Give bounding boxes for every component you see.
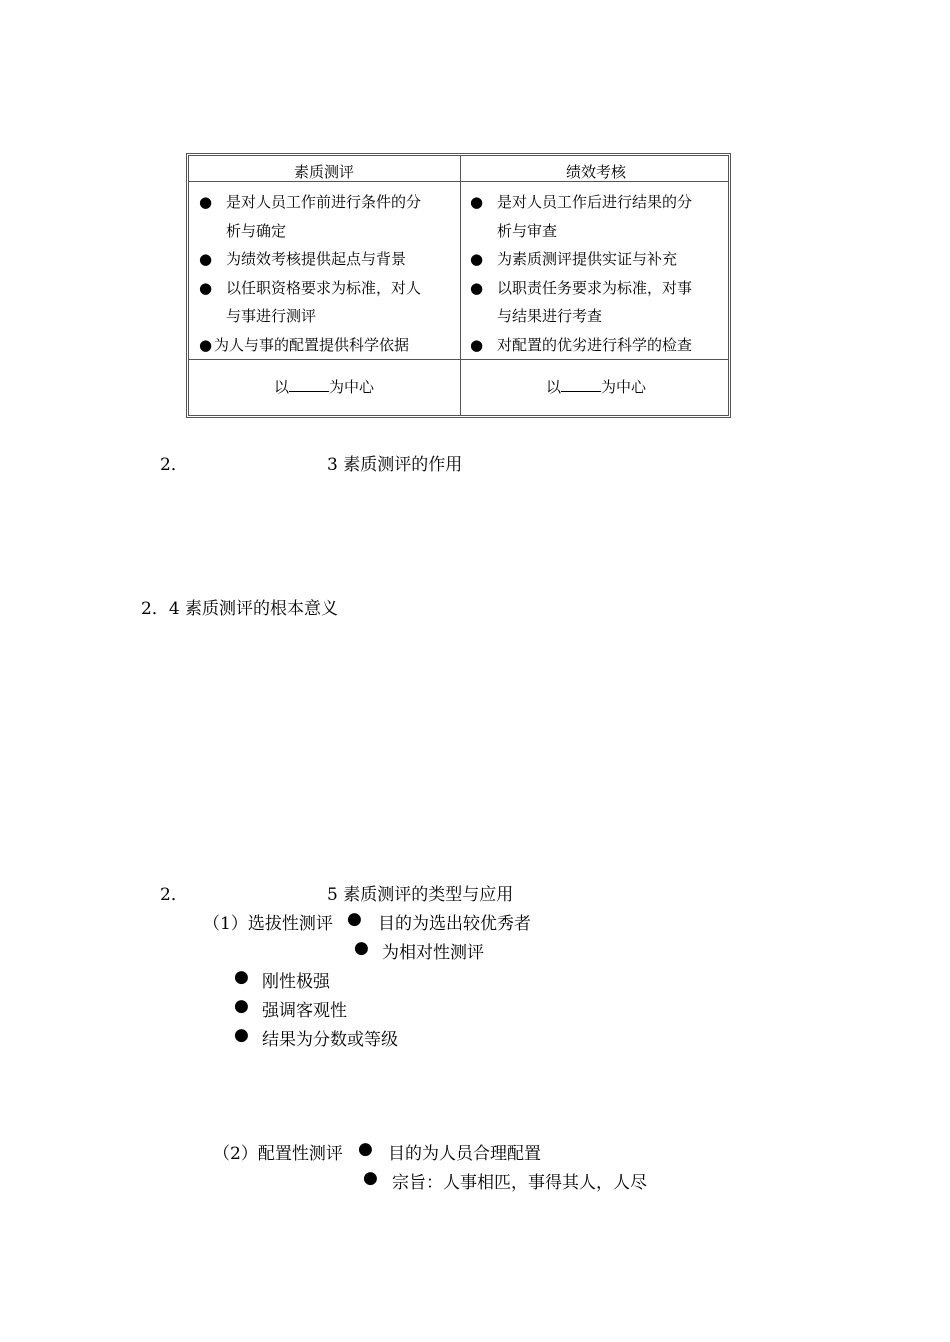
table-header-performance: 绩效考核 xyxy=(565,163,626,181)
table-footer-assessment xyxy=(189,376,459,397)
list-item xyxy=(199,331,461,360)
list-item-text-cont: 与结果进行考查 xyxy=(497,307,603,326)
fill-blank xyxy=(561,377,601,392)
list-item-text-cont: 析与审查 xyxy=(497,221,558,240)
section-2-4-title: 2．4 素质测评的根本意义 xyxy=(141,599,339,619)
assessment-items xyxy=(199,188,461,360)
selection-item: 为相对性测评 xyxy=(382,943,484,963)
bullet-icon: ● xyxy=(199,335,213,354)
list-item-text-cont: 析与确定 xyxy=(226,221,287,240)
bullet-icon: ● xyxy=(199,250,213,269)
list-item-text: 以职责任务要求为标准，对事 xyxy=(497,278,693,297)
selection-item: 强调客观性 xyxy=(262,1001,347,1021)
table-header-assessment: 素质测评 xyxy=(293,163,354,181)
bullet-icon: ● xyxy=(470,278,484,297)
selection-item: 结果为分数或等级 xyxy=(262,1030,398,1050)
bullet-icon: ● xyxy=(470,193,484,211)
list-item-text: 是对人员工作后进行结果的分 xyxy=(497,193,693,211)
list-item-text: 以任职资格要求为标准，对人 xyxy=(226,278,422,297)
bullet-icon: ● xyxy=(199,193,213,211)
list-item xyxy=(470,274,732,331)
footer-post: 为中心 xyxy=(601,378,647,396)
bullet-icon: ● xyxy=(470,250,484,269)
bullet-icon: ● xyxy=(363,1168,378,1188)
section-2-5-number: 2． xyxy=(160,885,188,905)
selection-item: 目的为选出较优秀者 xyxy=(378,914,531,934)
bullet-icon: ● xyxy=(199,278,213,297)
list-item-text: 是对人员工作前进行条件的分 xyxy=(226,193,422,211)
bullet-icon: ● xyxy=(358,1139,373,1159)
section-2-5-title: 5 素质测评的类型与应用 xyxy=(327,885,514,905)
fill-blank xyxy=(289,377,329,392)
list-item xyxy=(199,188,461,245)
list-item xyxy=(199,245,461,274)
selection-assessment-label: （1）选拔性测评 xyxy=(203,914,333,934)
list-item-text-cont: 与事进行测评 xyxy=(226,307,317,326)
list-item-text: 对配置的优劣进行科学的检查 xyxy=(497,335,693,354)
bullet-icon: ● xyxy=(234,1025,249,1045)
list-item-text: 为素质测评提供实证与补充 xyxy=(497,250,678,269)
bullet-icon: ● xyxy=(354,938,369,958)
footer-pre: 以 xyxy=(545,378,561,396)
list-item-text: 为人与事的配置提供科学依据 xyxy=(214,335,410,354)
footer-pre: 以 xyxy=(273,378,289,396)
section-2-3-title: 3 素质测评的作用 xyxy=(327,455,463,475)
placement-item: 宗旨：人事相匹，事得其人，人尽 xyxy=(392,1173,647,1193)
selection-item: 刚性极强 xyxy=(262,972,330,992)
list-item xyxy=(470,188,732,245)
bullet-icon: ● xyxy=(234,996,249,1016)
comparison-table xyxy=(186,153,731,418)
bullet-icon: ● xyxy=(234,967,249,987)
footer-post: 为中心 xyxy=(329,378,375,396)
performance-items xyxy=(470,188,732,360)
bullet-icon: ● xyxy=(470,335,484,354)
placement-assessment-label: （2）配置性测评 xyxy=(213,1144,343,1164)
placement-item: 目的为人员合理配置 xyxy=(388,1144,541,1164)
section-2-3-number: 2． xyxy=(160,455,188,475)
list-item xyxy=(199,274,461,331)
bullet-icon: ● xyxy=(347,909,362,929)
table-footer-performance xyxy=(461,376,731,397)
list-item xyxy=(470,331,732,360)
list-item xyxy=(470,245,732,274)
list-item-text: 为绩效考核提供起点与背景 xyxy=(226,250,407,269)
